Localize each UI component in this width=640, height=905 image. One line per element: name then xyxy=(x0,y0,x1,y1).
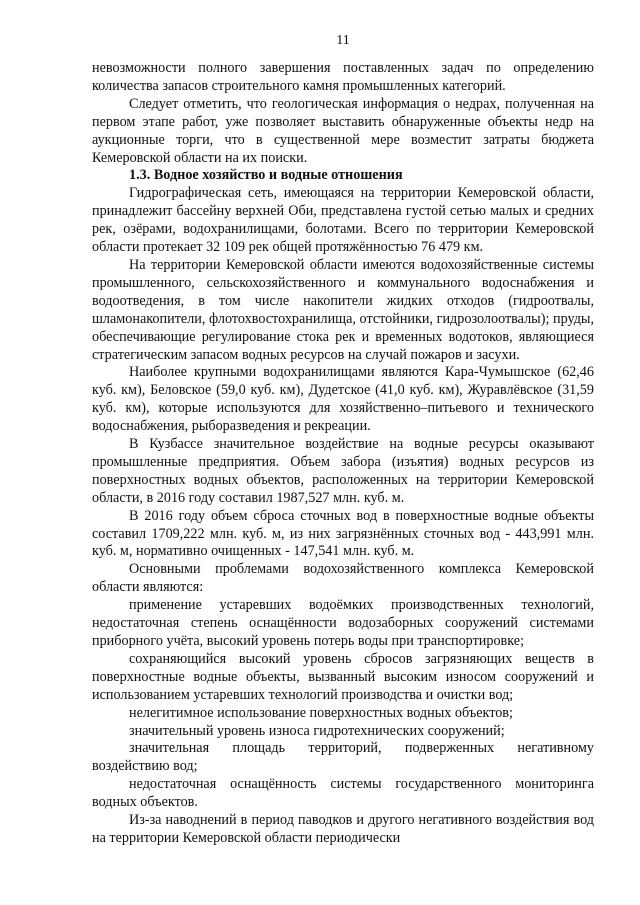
paragraph-continuation: невозможности полного завершения поставленных задач по определению количества запасов строительного камня промышленных категорий. xyxy=(92,60,594,94)
paragraph-hydrographic-network: Гидрографическая сеть, имеющаяся на территории Кемеровской области, принадлежит бассейну верхней Оби, представлена густой сетью малых и средних рек, озёрами, водохранилищами, болотами. Всего по территории Кемеровской области протекает 32 109 рек общей протяжённостью 76 479 км. xyxy=(92,185,594,256)
list-item-monitoring-equipment: недостаточная оснащённость системы государственного мониторинга водных объектов. xyxy=(92,776,594,811)
paragraph-main-problems-intro: Основными проблемами водохозяйственного комплекса Кемеровской области являются: xyxy=(92,561,594,596)
paragraph-wastewater-discharge: В 2016 году объем сброса сточных вод в поверхностные водные объекты составил 1709,222 млн. куб. м, из них загрязнённых сточных вод - 443,991 млн. куб. м, нормативно очищенных - 147,541 млн. куб. м. xyxy=(92,507,594,560)
list-item-outdated-technologies: применение устаревших водоёмких производственных технологий, недостаточная степень оснащённости водозаборных сооружений системами приборного учёта, высокий уровень потерь воды при транспортировке; xyxy=(92,597,594,649)
paragraph-geological-information: Следует отметить, что геологическая информация о недрах, полученная на первом этапе работ, уже позволяет выставить обнаруженные объекты недр на аукционные торги, что в существенной мере возместит затраты бюджета Кемеровской области на их поиски. xyxy=(92,95,594,166)
page-number: 11 xyxy=(336,33,350,48)
list-item-hydraulic-structures-wear: значительный уровень износа гидротехнических сооружений; xyxy=(129,722,505,739)
paragraph-water-intake: В Кузбассе значительное воздействие на водные ресурсы оказывают промышленные предприятия. Объем забора (изъятия) водных ресурсов из поверхностных водных объектов, расположенных на территории Кемеровской области, в 2016 году составил 1987,527 млн. куб. м. xyxy=(92,436,594,506)
paragraph-floods: Из-за наводнений в период паводков и другого негативного воздействия вод на территории Кемеровской области периодически xyxy=(92,812,594,846)
list-item-pollutant-discharge: сохраняющийся высокий уровень сбросов загрязняющих веществ в поверхностные водные объекты, вызванный высоким износом сооружений и использованием устаревших технологий производства и очистки вод; xyxy=(92,650,594,703)
document-page xyxy=(92,32,594,848)
paragraph-reservoirs: Наиболее крупными водохранилищами являются Кара-Чумышское (62,46 куб. км), Беловское (59,0 куб. км), Дудетское (41,0 куб. км), Журавлёвское (31,59 куб. км), которые используются для хозяйственно–питьевого и технического водоснабжения, рыборазведения и рекреации. xyxy=(92,364,594,435)
paragraph-water-systems: На территории Кемеровской области имеются водохозяйственные системы промышленного, сельскохозяйственного и коммунального водоснабжения и водоотведения, в том числе накопители жидких отходов (гидроотвалы, шламонакопители, флотохвостохранилища, отстойники, гидрозолоотвалы); пруды, обеспечивающие регулирование стока рек и временных водотоков, являющиеся стратегическим запасом водных ресурсов на случай пожаров и засухи. xyxy=(92,256,594,363)
list-item-negative-water-impact: значительная площадь территорий, подверженных негативному воздействию вод; xyxy=(92,740,594,775)
section-heading: 1.3. Водное хозяйство и водные отношения xyxy=(129,167,403,184)
list-item-illegitimate-use: нелегитимное использование поверхностных водных объектов; xyxy=(129,704,513,721)
